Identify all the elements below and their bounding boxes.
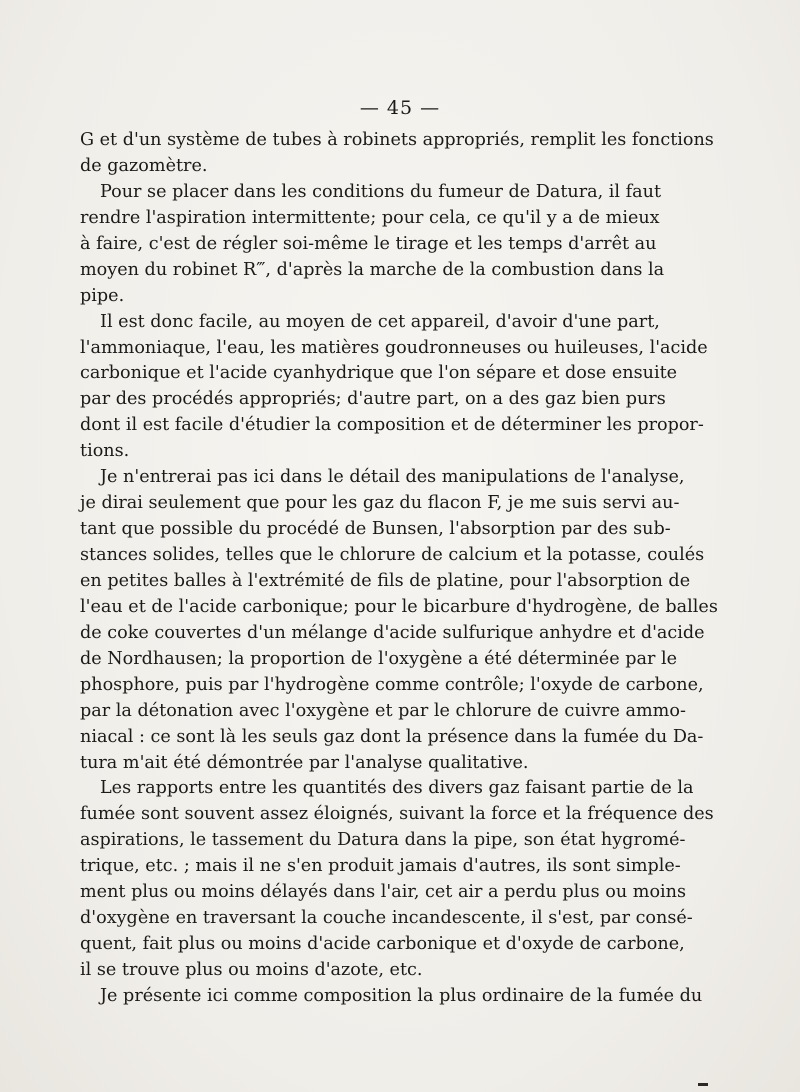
body-text xyxy=(80,128,718,1010)
text-line: pipe. xyxy=(80,285,125,306)
page-number: — 45 — xyxy=(359,97,441,119)
text-line: l'eau et de l'acide carbonique; pour le bicarbure d'hydrogène, de balles xyxy=(80,596,718,617)
text-line: Les rapports entre les quantités des divers gaz faisant partie de la xyxy=(100,778,694,799)
text-line: Pour se placer dans les conditions du fumeur de Datura, il faut xyxy=(100,181,662,202)
page-corner-mark xyxy=(698,1083,708,1086)
text-line: tura m'ait été démontrée par l'analyse qualitative. xyxy=(80,752,529,773)
text-line: à faire, c'est de régler soi-même le tirage et les temps d'arrêt au xyxy=(80,233,657,254)
text-line: d'oxygène en traversant la couche incandescente, il s'est, par consé- xyxy=(80,908,693,929)
text-line: je dirai seulement que pour les gaz du flacon F, je me suis servi au- xyxy=(80,493,680,514)
text-line: Je présente ici comme composition la plus ordinaire de la fumée du xyxy=(100,985,703,1006)
text-line: dont il est facile d'étudier la composition et de déterminer les propor- xyxy=(80,415,704,436)
text-line: rendre l'aspiration intermittente; pour cela, ce qu'il y a de mieux xyxy=(80,207,660,228)
text-line: stances solides, telles que le chlorure de calcium et la potasse, coulés xyxy=(80,545,705,565)
text-line: tions. xyxy=(80,441,130,462)
text-line: phosphore, puis par l'hydrogène comme contrôle; l'oxyde de carbone, xyxy=(80,674,704,695)
text-line: G et d'un système de tubes à robinets appropriés, remplit les fonctions xyxy=(80,130,714,150)
text-line: par des procédés appropriés; d'autre part, on a des gaz bien purs xyxy=(80,389,666,410)
text-line: trique, etc. ; mais il ne s'en produit jamais d'autres, ils sont simple- xyxy=(80,856,681,877)
text-line: de Nordhausen; la proportion de l'oxygène a été déterminée par le xyxy=(80,648,678,669)
text-line: de coke couvertes d'un mélange d'acide sulfurique anhydre et d'acide xyxy=(80,622,705,643)
text-line: fumée sont souvent assez éloignés, suivant la force et la fréquence des xyxy=(80,804,714,825)
text-line: quent, fait plus ou moins d'acide carbonique et d'oxyde de carbone, xyxy=(80,934,685,955)
text-line: de gazomètre. xyxy=(80,155,208,176)
text-line: niacal : ce sont là les seuls gaz dont la présence dans la fumée du Da- xyxy=(80,726,704,747)
text-line: Il est donc facile, au moyen de cet appareil, d'avoir d'une part, xyxy=(100,311,660,332)
text-line: l'ammoniaque, l'eau, les matières goudronneuses ou huileuses, l'acide xyxy=(80,337,708,358)
text-line: il se trouve plus ou moins d'azote, etc. xyxy=(80,960,423,980)
text-line: aspirations, le tassement du Datura dans la pipe, son état hygromé- xyxy=(80,830,686,851)
text-line: moyen du robinet R‴, d'après la marche de la combustion dans la xyxy=(80,259,665,280)
text-line: en petites balles à l'extrémité de fils de platine, pour l'absorption de xyxy=(80,570,691,591)
text-line: par la détonation avec l'oxygène et par le chlorure de cuivre ammo- xyxy=(80,700,686,721)
text-line: ment plus ou moins délayés dans l'air, cet air a perdu plus ou moins xyxy=(80,882,687,903)
text-line: tant que possible du procédé de Bunsen, l'absorption par des sub- xyxy=(80,519,671,540)
text-line: carbonique et l'acide cyanhydrique que l'on sépare et dose ensuite xyxy=(80,363,678,384)
text-line: Je n'entrerai pas ici dans le détail des manipulations de l'analyse, xyxy=(100,467,685,488)
